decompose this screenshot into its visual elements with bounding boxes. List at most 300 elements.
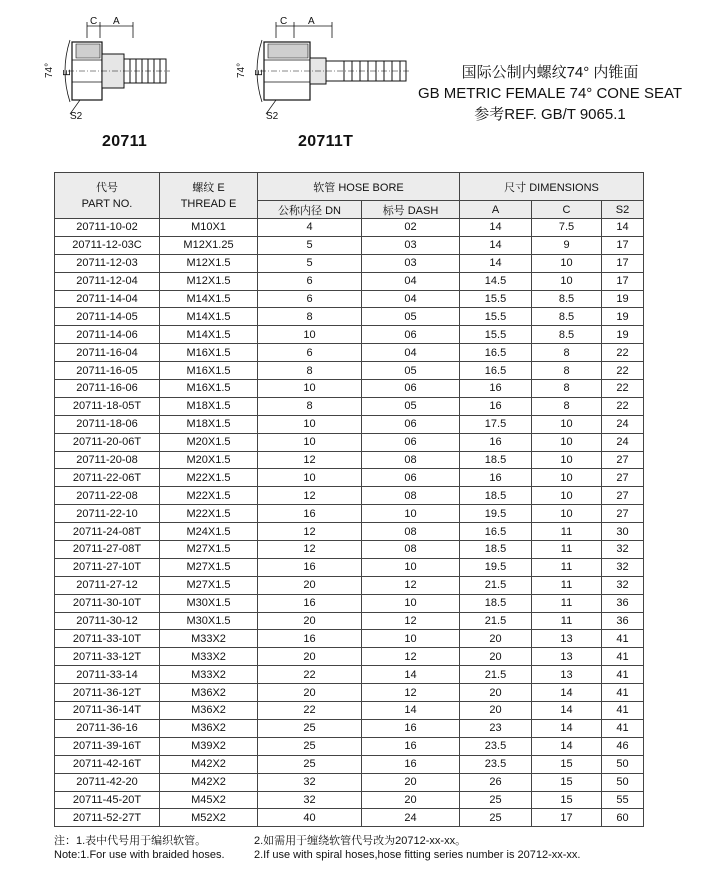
dn-cell: 10 (258, 380, 362, 398)
c-cell: 13 (532, 666, 602, 684)
a-cell: 16.5 (460, 362, 532, 380)
dash-cell: 14 (362, 666, 460, 684)
s2-cell: 17 (602, 254, 644, 272)
header-dn: 公称内径 DN (258, 201, 362, 219)
thread-cell: M27X1.5 (160, 541, 258, 559)
part-no-cell: 20711-39-16T (55, 737, 160, 755)
header-thread (160, 173, 258, 219)
a-cell: 15.5 (460, 326, 532, 344)
a-cell: 23 (460, 719, 532, 737)
model-code-20711t: 20711T (298, 133, 354, 150)
angle-label: 74° (236, 62, 247, 78)
s2-cell: 36 (602, 594, 644, 612)
dash-cell: 05 (362, 308, 460, 326)
table-row (55, 719, 644, 737)
a-cell: 19.5 (460, 505, 532, 523)
c-cell: 10 (532, 415, 602, 433)
a-cell: 16 (460, 433, 532, 451)
c-cell: 13 (532, 648, 602, 666)
part-no-cell: 20711-36-14T (55, 702, 160, 720)
c-cell: 14 (532, 702, 602, 720)
header-c: C (532, 201, 602, 219)
c-cell: 17 (532, 809, 602, 827)
a-cell: 21.5 (460, 576, 532, 594)
part-no-cell: 20711-27-12 (55, 576, 160, 594)
table-row (55, 469, 644, 487)
a-cell: 16 (460, 380, 532, 398)
header-part-en: PART NO. (81, 197, 133, 210)
thread-cell: M16X1.5 (160, 362, 258, 380)
c-cell: 11 (532, 523, 602, 541)
s2-cell: 46 (602, 737, 644, 755)
thread-cell: M33X2 (160, 630, 258, 648)
c-cell: 8.5 (532, 326, 602, 344)
thread-cell: M27X1.5 (160, 558, 258, 576)
dash-cell: 20 (362, 791, 460, 809)
dash-cell: 08 (362, 451, 460, 469)
thread-cell: M12X1.25 (160, 236, 258, 254)
part-no-cell: 20711-30-12 (55, 612, 160, 630)
header-thread-cn: 螺纹 E (192, 181, 225, 194)
part-no-cell: 20711-14-05 (55, 308, 160, 326)
notes (54, 834, 674, 862)
part-no-cell: 20711-24-08T (55, 523, 160, 541)
part-no-cell: 20711-22-10 (55, 505, 160, 523)
dn-cell: 16 (258, 558, 362, 576)
fitting-drawing-20711 (40, 14, 175, 124)
dash-cell: 03 (362, 236, 460, 254)
c-cell: 15 (532, 755, 602, 773)
c-cell: 11 (532, 558, 602, 576)
a-cell: 23.5 (460, 755, 532, 773)
c-cell: 15 (532, 791, 602, 809)
dim-c-label: C (90, 16, 98, 27)
thread-cell: M33X2 (160, 648, 258, 666)
c-cell: 10 (532, 487, 602, 505)
c-cell: 10 (532, 433, 602, 451)
part-no-cell: 20711-33-10T (55, 630, 160, 648)
s2-cell: 41 (602, 666, 644, 684)
part-no-cell: 20711-27-10T (55, 558, 160, 576)
table-row (55, 773, 644, 791)
part-no-cell: 20711-14-04 (55, 290, 160, 308)
part-no-cell: 20711-30-10T (55, 594, 160, 612)
fitting-drawing-20711t (232, 14, 412, 124)
header-a: A (460, 201, 532, 219)
s2-cell: 32 (602, 558, 644, 576)
dn-cell: 22 (258, 702, 362, 720)
dn-cell: 20 (258, 576, 362, 594)
table-row (55, 415, 644, 433)
part-no-cell: 20711-36-12T (55, 684, 160, 702)
table-row (55, 702, 644, 720)
table-row (55, 648, 644, 666)
dash-cell: 10 (362, 630, 460, 648)
a-cell: 16.5 (460, 523, 532, 541)
spec-table-body (55, 219, 644, 827)
thread-cell: M42X2 (160, 773, 258, 791)
thread-cell: M22X1.5 (160, 505, 258, 523)
thread-cell: M33X2 (160, 666, 258, 684)
dash-cell: 16 (362, 755, 460, 773)
dash-cell: 14 (362, 702, 460, 720)
a-cell: 15.5 (460, 290, 532, 308)
table-row (55, 236, 644, 254)
dim-e-label: E (254, 69, 265, 76)
c-cell: 10 (532, 451, 602, 469)
dn-cell: 10 (258, 469, 362, 487)
table-row (55, 505, 644, 523)
c-cell: 15 (532, 773, 602, 791)
dn-cell: 32 (258, 791, 362, 809)
dn-cell: 8 (258, 397, 362, 415)
a-cell: 25 (460, 791, 532, 809)
a-cell: 20 (460, 702, 532, 720)
table-row (55, 326, 644, 344)
table-row (55, 612, 644, 630)
title-block (410, 62, 690, 125)
dash-cell: 04 (362, 272, 460, 290)
dn-cell: 25 (258, 737, 362, 755)
part-no-cell: 20711-33-12T (55, 648, 160, 666)
table-row (55, 362, 644, 380)
s2-cell: 30 (602, 523, 644, 541)
thread-cell: M52X2 (160, 809, 258, 827)
thread-cell: M18X1.5 (160, 397, 258, 415)
part-no-cell: 20711-22-06T (55, 469, 160, 487)
dim-s2-label: S2 (266, 111, 279, 122)
thread-cell: M42X2 (160, 755, 258, 773)
dn-cell: 20 (258, 612, 362, 630)
part-no-cell: 20711-45-20T (55, 791, 160, 809)
c-cell: 10 (532, 272, 602, 290)
dash-cell: 10 (362, 505, 460, 523)
a-cell: 21.5 (460, 666, 532, 684)
s2-cell: 55 (602, 791, 644, 809)
s2-cell: 17 (602, 272, 644, 290)
thread-cell: M14X1.5 (160, 308, 258, 326)
part-no-cell: 20711-20-06T (55, 433, 160, 451)
dim-a-label: A (113, 16, 120, 27)
c-cell: 10 (532, 505, 602, 523)
dash-cell: 06 (362, 469, 460, 487)
table-row (55, 541, 644, 559)
dash-cell: 12 (362, 684, 460, 702)
dash-cell: 08 (362, 487, 460, 505)
dash-cell: 06 (362, 433, 460, 451)
c-cell: 8.5 (532, 290, 602, 308)
dn-cell: 25 (258, 719, 362, 737)
a-cell: 18.5 (460, 487, 532, 505)
table-row (55, 380, 644, 398)
spec-table (54, 172, 644, 827)
dn-cell: 6 (258, 290, 362, 308)
dim-e-label: E (62, 69, 73, 76)
model-code-20711: 20711 (102, 133, 148, 150)
a-cell: 20 (460, 630, 532, 648)
c-cell: 8 (532, 397, 602, 415)
s2-cell: 60 (602, 809, 644, 827)
thread-cell: M12X1.5 (160, 254, 258, 272)
dn-cell: 10 (258, 415, 362, 433)
part-no-cell: 20711-16-05 (55, 362, 160, 380)
dim-a-label: A (308, 16, 315, 27)
dash-cell: 06 (362, 326, 460, 344)
table-row (55, 523, 644, 541)
part-no-cell: 20711-33-14 (55, 666, 160, 684)
thread-cell: M45X2 (160, 791, 258, 809)
dn-cell: 32 (258, 773, 362, 791)
c-cell: 14 (532, 737, 602, 755)
s2-cell: 27 (602, 487, 644, 505)
thread-cell: M16X1.5 (160, 344, 258, 362)
thread-cell: M16X1.5 (160, 380, 258, 398)
s2-cell: 41 (602, 648, 644, 666)
dash-cell: 06 (362, 380, 460, 398)
dn-cell: 6 (258, 272, 362, 290)
dn-cell: 16 (258, 594, 362, 612)
dash-cell: 24 (362, 809, 460, 827)
dim-s2-label: S2 (70, 111, 83, 122)
a-cell: 14 (460, 254, 532, 272)
dn-cell: 20 (258, 648, 362, 666)
c-cell: 8 (532, 344, 602, 362)
part-no-cell: 20711-18-05T (55, 397, 160, 415)
a-cell: 18.5 (460, 451, 532, 469)
table-row (55, 433, 644, 451)
part-no-cell: 20711-42-16T (55, 755, 160, 773)
s2-cell: 24 (602, 433, 644, 451)
a-cell: 14 (460, 219, 532, 237)
dash-cell: 10 (362, 558, 460, 576)
s2-cell: 22 (602, 362, 644, 380)
thread-cell: M24X1.5 (160, 523, 258, 541)
table-row (55, 684, 644, 702)
s2-cell: 32 (602, 541, 644, 559)
table-row (55, 576, 644, 594)
s2-cell: 22 (602, 344, 644, 362)
dn-cell: 6 (258, 344, 362, 362)
thread-cell: M36X2 (160, 702, 258, 720)
part-no-cell: 20711-20-08 (55, 451, 160, 469)
thread-cell: M20X1.5 (160, 433, 258, 451)
s2-cell: 19 (602, 326, 644, 344)
dash-cell: 03 (362, 254, 460, 272)
a-cell: 16.5 (460, 344, 532, 362)
dn-cell: 12 (258, 523, 362, 541)
part-no-cell: 20711-12-03C (55, 236, 160, 254)
table-row (55, 791, 644, 809)
table-row (55, 451, 644, 469)
part-no-cell: 20711-16-06 (55, 380, 160, 398)
table-row (55, 558, 644, 576)
table-row (55, 487, 644, 505)
dash-cell: 04 (362, 344, 460, 362)
part-no-cell: 20711-18-06 (55, 415, 160, 433)
part-no-cell: 20711-42-20 (55, 773, 160, 791)
part-no-cell: 20711-22-08 (55, 487, 160, 505)
part-no-cell: 20711-52-27T (55, 809, 160, 827)
a-cell: 21.5 (460, 612, 532, 630)
dn-cell: 16 (258, 505, 362, 523)
a-cell: 20 (460, 684, 532, 702)
thread-cell: M30X1.5 (160, 612, 258, 630)
s2-cell: 50 (602, 755, 644, 773)
note-cn-2: 2.如需用于缠绕软管代号改为20712-xx-xx。 (254, 835, 467, 847)
part-no-cell: 20711-16-04 (55, 344, 160, 362)
a-cell: 18.5 (460, 594, 532, 612)
s2-cell: 27 (602, 469, 644, 487)
dn-cell: 10 (258, 433, 362, 451)
title-chinese: 国际公制内螺纹74° 内锥面 (461, 64, 639, 81)
dn-cell: 5 (258, 254, 362, 272)
dn-cell: 12 (258, 487, 362, 505)
dash-cell: 08 (362, 523, 460, 541)
dash-cell: 02 (362, 219, 460, 237)
dash-cell: 12 (362, 648, 460, 666)
a-cell: 15.5 (460, 308, 532, 326)
dash-cell: 16 (362, 719, 460, 737)
s2-cell: 22 (602, 380, 644, 398)
title-english: GB METRIC FEMALE 74° CONE SEAT (417, 85, 683, 102)
a-cell: 16 (460, 397, 532, 415)
dn-cell: 22 (258, 666, 362, 684)
s2-cell: 22 (602, 397, 644, 415)
part-no-cell: 20711-12-04 (55, 272, 160, 290)
c-cell: 8 (532, 380, 602, 398)
a-cell: 23.5 (460, 737, 532, 755)
a-cell: 20 (460, 648, 532, 666)
s2-cell: 32 (602, 576, 644, 594)
a-cell: 14 (460, 236, 532, 254)
s2-cell: 50 (602, 773, 644, 791)
table-row (55, 308, 644, 326)
dash-cell: 16 (362, 737, 460, 755)
dn-cell: 40 (258, 809, 362, 827)
s2-cell: 14 (602, 219, 644, 237)
header-part-cn: 代号 (96, 181, 118, 194)
dash-cell: 05 (362, 362, 460, 380)
header-part-no (55, 173, 160, 219)
thread-cell: M18X1.5 (160, 415, 258, 433)
dn-cell: 25 (258, 755, 362, 773)
s2-cell: 19 (602, 290, 644, 308)
s2-cell: 27 (602, 505, 644, 523)
s2-cell: 19 (602, 308, 644, 326)
c-cell: 7.5 (532, 219, 602, 237)
dn-cell: 16 (258, 630, 362, 648)
c-cell: 13 (532, 630, 602, 648)
a-cell: 18.5 (460, 541, 532, 559)
dash-cell: 08 (362, 541, 460, 559)
a-cell: 25 (460, 809, 532, 827)
a-cell: 19.5 (460, 558, 532, 576)
a-cell: 14.5 (460, 272, 532, 290)
a-cell: 17.5 (460, 415, 532, 433)
c-cell: 8.5 (532, 308, 602, 326)
thread-cell: M14X1.5 (160, 326, 258, 344)
c-cell: 11 (532, 594, 602, 612)
table-row (55, 809, 644, 827)
header-s2: S2 (602, 201, 644, 219)
s2-cell: 41 (602, 702, 644, 720)
c-cell: 8 (532, 362, 602, 380)
c-cell: 14 (532, 719, 602, 737)
title-reference: 参考REF. GB/T 9065.1 (474, 106, 626, 123)
note-en-1: Note:1.For use with braided hoses. (54, 849, 225, 861)
s2-cell: 24 (602, 415, 644, 433)
header-thread-en: THREAD E (180, 197, 237, 210)
a-cell: 16 (460, 469, 532, 487)
dn-cell: 5 (258, 236, 362, 254)
c-cell: 10 (532, 254, 602, 272)
dn-cell: 8 (258, 362, 362, 380)
c-cell: 11 (532, 541, 602, 559)
dn-cell: 12 (258, 451, 362, 469)
table-row (55, 755, 644, 773)
c-cell: 10 (532, 469, 602, 487)
table-row (55, 630, 644, 648)
s2-cell: 27 (602, 451, 644, 469)
header-dash: 标号 DASH (362, 201, 460, 219)
table-row (55, 666, 644, 684)
s2-cell: 41 (602, 719, 644, 737)
table-row (55, 594, 644, 612)
dash-cell: 05 (362, 397, 460, 415)
note-cn-1: 注：1.表中代号用于编织软管。 (54, 835, 207, 847)
dash-cell: 10 (362, 594, 460, 612)
dn-cell: 10 (258, 326, 362, 344)
thread-cell: M39X2 (160, 737, 258, 755)
c-cell: 14 (532, 684, 602, 702)
s2-cell: 41 (602, 684, 644, 702)
part-no-cell: 20711-12-03 (55, 254, 160, 272)
table-row (55, 397, 644, 415)
dn-cell: 8 (258, 308, 362, 326)
c-cell: 11 (532, 576, 602, 594)
thread-cell: M36X2 (160, 719, 258, 737)
s2-cell: 41 (602, 630, 644, 648)
thread-cell: M10X1 (160, 219, 258, 237)
thread-cell: M30X1.5 (160, 594, 258, 612)
header-hose-bore: 软管 HOSE BORE (258, 173, 460, 201)
part-no-cell: 20711-27-08T (55, 541, 160, 559)
s2-cell: 17 (602, 236, 644, 254)
table-row (55, 219, 644, 237)
part-no-cell: 20711-36-16 (55, 719, 160, 737)
dim-c-label: C (280, 16, 288, 27)
thread-cell: M22X1.5 (160, 487, 258, 505)
dash-cell: 06 (362, 415, 460, 433)
table-row (55, 254, 644, 272)
dn-cell: 4 (258, 219, 362, 237)
c-cell: 9 (532, 236, 602, 254)
dash-cell: 04 (362, 290, 460, 308)
table-row (55, 344, 644, 362)
note-en-2: 2.If use with spiral hoses,hose fitting series number is 20712-xx-xx. (254, 849, 581, 861)
thread-cell: M12X1.5 (160, 272, 258, 290)
dn-cell: 12 (258, 541, 362, 559)
dn-cell: 20 (258, 684, 362, 702)
s2-cell: 36 (602, 612, 644, 630)
thread-cell: M14X1.5 (160, 290, 258, 308)
table-row (55, 290, 644, 308)
table-row (55, 272, 644, 290)
a-cell: 26 (460, 773, 532, 791)
thread-cell: M22X1.5 (160, 469, 258, 487)
table-row (55, 737, 644, 755)
dash-cell: 12 (362, 612, 460, 630)
